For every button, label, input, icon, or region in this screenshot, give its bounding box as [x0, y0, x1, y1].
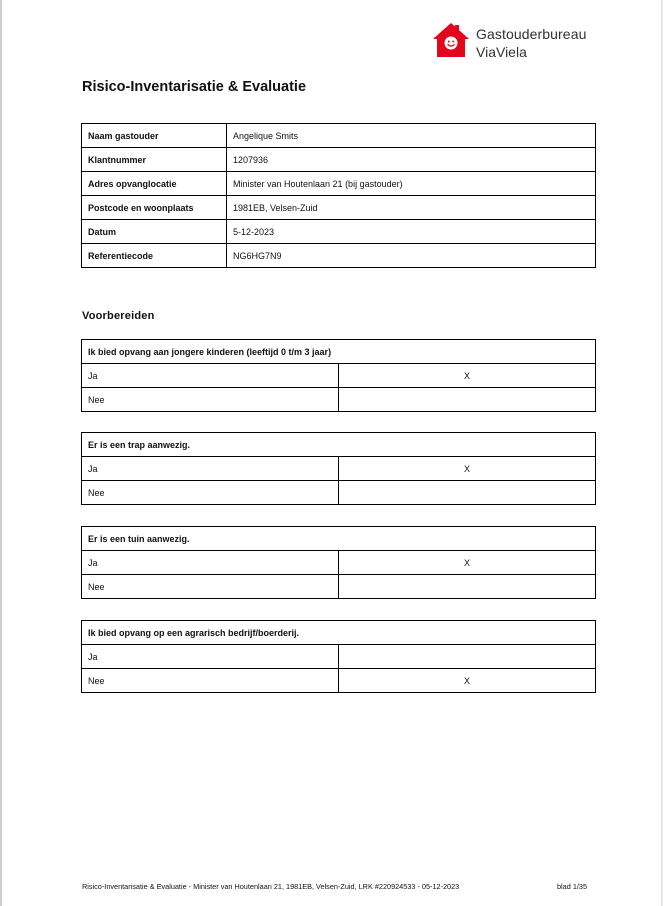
- client-info-table: [81, 123, 596, 268]
- info-label: Adres opvanglocatie: [82, 172, 227, 196]
- info-label: Referentiecode: [82, 244, 227, 268]
- table-row: [82, 124, 596, 148]
- question-table: [81, 432, 596, 505]
- question-row: [82, 621, 596, 645]
- question-table: [81, 620, 596, 693]
- table-row: [82, 244, 596, 268]
- question-table: [81, 526, 596, 599]
- logo-text-line2: ViaViela: [476, 44, 527, 60]
- question-text: Er is een trap aanwezig.: [82, 433, 596, 457]
- brand-logo: [432, 22, 612, 62]
- option-mark: [339, 645, 596, 669]
- option-row: [82, 457, 596, 481]
- option-label: Ja: [82, 645, 339, 669]
- info-value: Angelique Smits: [227, 124, 596, 148]
- option-row: [82, 364, 596, 388]
- question-text: Ik bied opvang aan jongere kinderen (leeftijd 0 t/m 3 jaar): [82, 340, 596, 364]
- info-label: Naam gastouder: [82, 124, 227, 148]
- option-mark: X: [339, 457, 596, 481]
- info-value: 1207936: [227, 148, 596, 172]
- logo-text-line1: Gastouderbureau: [476, 26, 587, 42]
- option-label: Nee: [82, 388, 339, 412]
- info-label: Postcode en woonplaats: [82, 196, 227, 220]
- option-label: Nee: [82, 575, 339, 599]
- option-label: Ja: [82, 551, 339, 575]
- house-smiley-icon: [432, 22, 470, 58]
- info-value: Minister van Houtenlaan 21 (bij gastouder): [227, 172, 596, 196]
- option-label: Nee: [82, 481, 339, 505]
- question-text: Er is een tuin aanwezig.: [82, 527, 596, 551]
- option-mark: [339, 575, 596, 599]
- document-title: Risico-Inventarisatie & Evaluatie: [82, 79, 307, 95]
- option-row: [82, 669, 596, 693]
- option-row: [82, 481, 596, 505]
- question-row: [82, 527, 596, 551]
- info-label: Klantnummer: [82, 148, 227, 172]
- option-mark: [339, 481, 596, 505]
- info-value: 1981EB, Velsen-Zuid: [227, 196, 596, 220]
- option-row: [82, 551, 596, 575]
- question-row: [82, 433, 596, 457]
- question-table: [81, 339, 596, 412]
- table-row: [82, 172, 596, 196]
- section-heading: Voorbereiden: [82, 310, 155, 322]
- option-row: [82, 575, 596, 599]
- option-mark: X: [339, 669, 596, 693]
- option-mark: X: [339, 551, 596, 575]
- option-label: Nee: [82, 669, 339, 693]
- info-value: 5-12-2023: [227, 220, 596, 244]
- page-number: blad 1/35: [557, 882, 588, 891]
- question-text: Ik bied opvang op een agrarisch bedrijf/boerderij.: [82, 621, 596, 645]
- option-row: [82, 645, 596, 669]
- option-label: Ja: [82, 457, 339, 481]
- question-row: [82, 340, 596, 364]
- info-label: Datum: [82, 220, 227, 244]
- table-row: [82, 148, 596, 172]
- info-value: NG6HG7N9: [227, 244, 596, 268]
- footer-text: Risico-Inventarisatie & Evaluatie - Minister van Houtenlaan 21, 1981EB, Velsen-Zuid, LRK #220924533 - 05-12-2023: [82, 882, 460, 891]
- table-row: [82, 220, 596, 244]
- option-mark: X: [339, 364, 596, 388]
- option-label: Ja: [82, 364, 339, 388]
- page-left-edge: [0, 0, 2, 906]
- option-mark: [339, 388, 596, 412]
- table-row: [82, 196, 596, 220]
- option-row: [82, 388, 596, 412]
